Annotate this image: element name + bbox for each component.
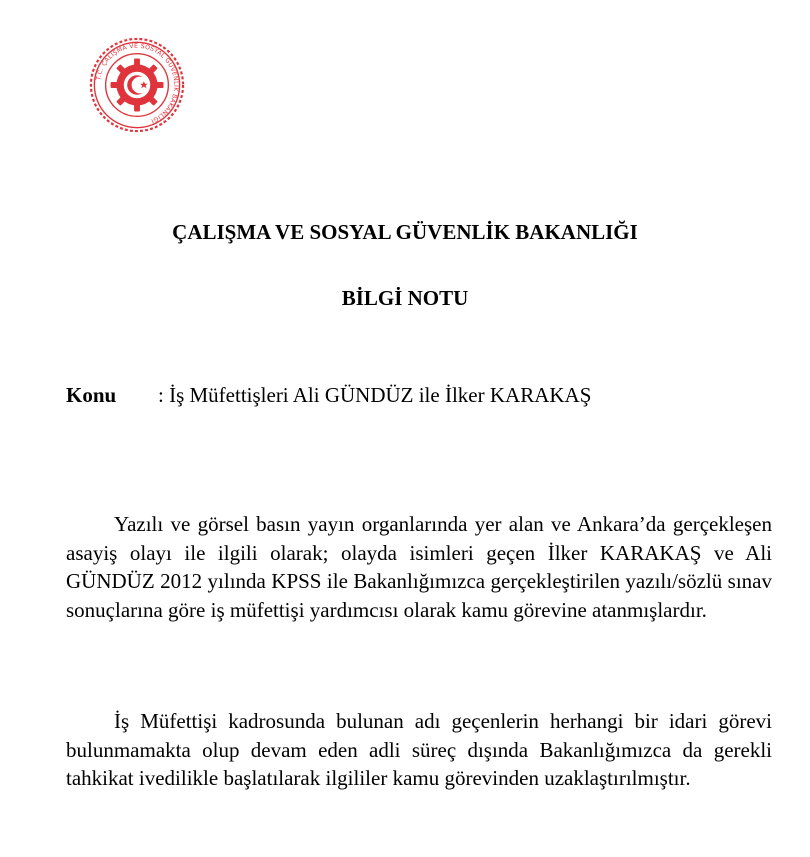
ministry-title: ÇALIŞMA VE SOSYAL GÜVENLİK BAKANLIĞI xyxy=(172,220,638,244)
subject-value: : İş Müfettişleri Ali GÜNDÜZ ile İlker KARAKAŞ xyxy=(158,383,592,407)
subject-label: Konu xyxy=(66,383,117,407)
ministry-seal-logo xyxy=(88,36,186,134)
subject-line xyxy=(66,383,591,408)
body-paragraph-2: İş Müfettişi kadrosunda bulunan adı geçenlerin herhangi bir idari görevi bulunmamakta olup devam eden adli süreç dışında Bakanlığımızca da gerekli tahkikat ivedilikle başlatılarak ilgililer kamu görevinden uzaklaştırılmıştır. xyxy=(66,709,772,791)
document-type-title: BİLGİ NOTU xyxy=(341,286,469,310)
svg-text:T.C. ÇALIŞMA VE SOSYAL GÜVENLİ: T.C. ÇALIŞMA VE SOSYAL GÜVENLİK BAKANLIĞI xyxy=(95,42,180,125)
body-paragraph-1: Yazılı ve görsel basın yayın organlarında yer alan ve Ankara’da gerçekleşen asayiş olayı ile ilgili olarak; olayda isimleri geçen İlker KARAKAŞ ve Ali GÜNDÜZ 2012 yılında KPSS ile Bakanlığımızca gerçekleştirilen yazılı/sözlü sınav sonuçlarına göre iş müfettişi yardımcısı olarak kamu görevine atanmışlardır. xyxy=(66,512,772,622)
